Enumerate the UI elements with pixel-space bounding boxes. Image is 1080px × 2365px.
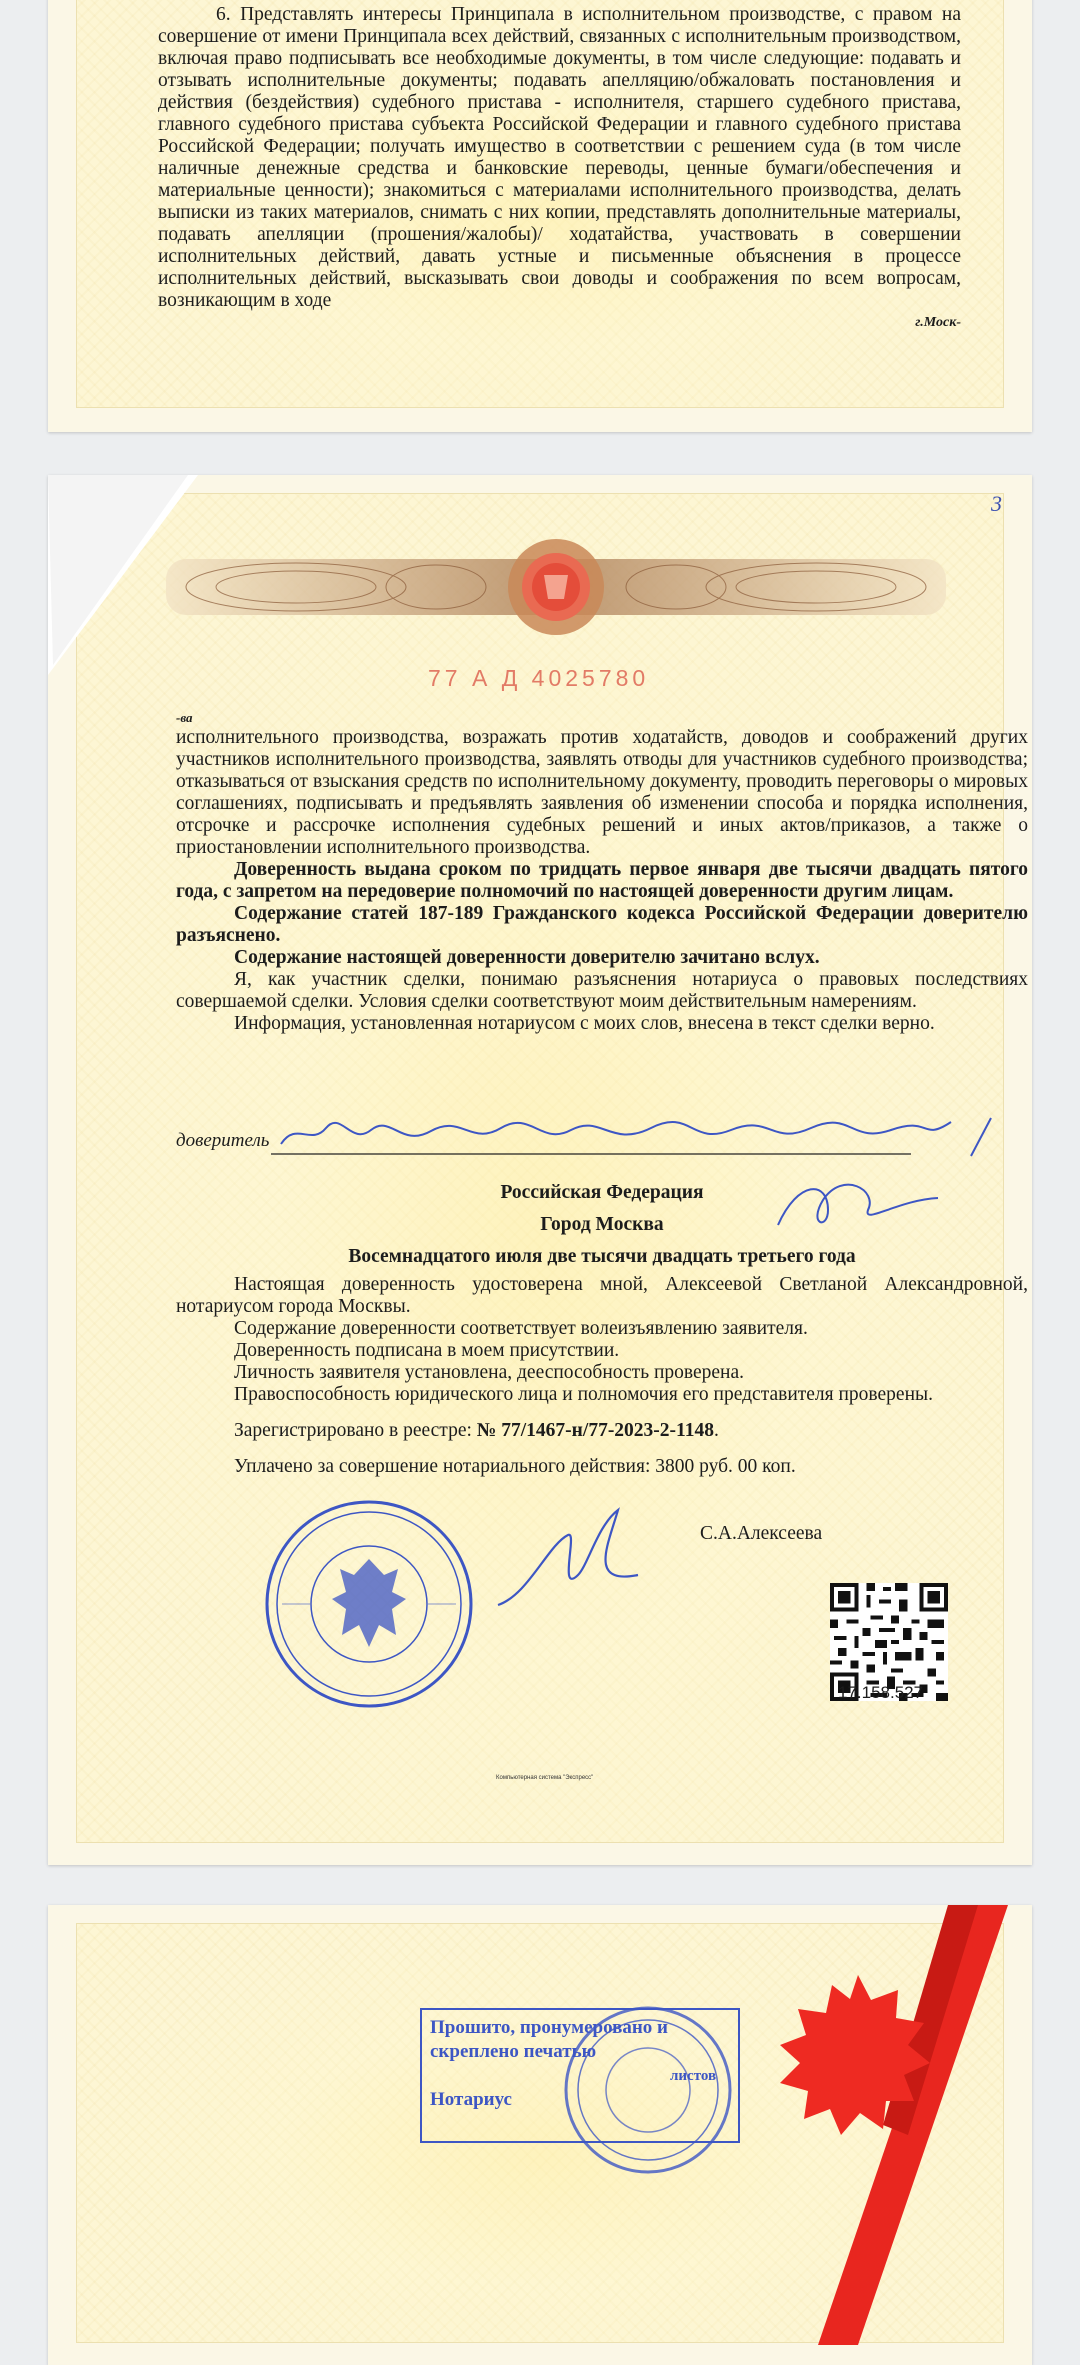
check-line-4: Правоспособность юридического лица и полномочия его представителя проверены. <box>234 1384 934 1405</box>
paragraph-term: Доверенность выдана сроком по тридцать первое января две тысячи двадцать пятого года, с запретом на передоверие полномочий по настоящей доверенности другим лицам. <box>176 859 1028 902</box>
page-number: 3 <box>991 491 1002 516</box>
document-page-1 <box>48 0 1032 432</box>
binding-stamp-line-3: листов <box>670 2068 717 2084</box>
handwritten-signature <box>271 1116 1032 1164</box>
notary-section <box>176 1180 1028 1478</box>
notary-name: С.А.Алексеева <box>700 1523 823 1544</box>
paragraph-info: Информация, установленная нотариусом с моих слов, внесена в текст сделки верно. <box>234 1013 935 1034</box>
paragraph-read-aloud: Содержание настоящей доверенности доверителю зачитано вслух. <box>234 947 820 968</box>
paragraph-understand: Я, как участник сделки, понимаю разъяснения нотариуса о правовых последствиях совершаемой сделки. Условия сделки соответствуют моим действительным намерениям. <box>176 969 1028 1012</box>
continuation-note: г.Моск- <box>915 315 961 330</box>
check-line-3: Личность заявителя установлена, дееспособность проверена. <box>234 1362 745 1383</box>
registry-line <box>176 1420 1028 1442</box>
check-line-1: Содержание доверенности соответствует волеизъявлению заявителя. <box>234 1318 808 1339</box>
paid-line: Уплачено за совершение нотариального действия: 3800 руб. 00 коп. <box>234 1456 796 1477</box>
document-page-2 <box>48 475 1032 1865</box>
notary-seal <box>262 1497 477 1712</box>
binding-stamp-line-1: Прошито, пронумеровано и <box>430 2017 669 2038</box>
document-page-3 <box>48 1905 1032 2365</box>
certified-text: Настоящая доверенность удостоверена мной, Алексеевой Светланой Александровной, нотариусом города Москвы. <box>176 1274 1028 1317</box>
qr-number: 17.158.527 <box>838 1683 924 1702</box>
paragraph-articles: Содержание статей 187-189 Гражданского кодекса Российской Федерации доверителю разъяснено. <box>176 903 1028 946</box>
city-heading: Город Москва <box>540 1214 664 1235</box>
donor-label: доверитель <box>176 1130 270 1151</box>
date-heading: Восемнадцатого июля две тысячи двадцать третьего года <box>348 1246 856 1267</box>
paragraph-text: 6. Представлять интересы Принципала в исполнительном производстве, с правом на совершение от имени Принципала всех действий, связанных с исполнительным производством, включая право подписывать все необходимые документы, в том числе следующие: подавать и отзывать исполнительные документы; подавать апелляцию/обжаловать постановления и действия (бездействия) судебного пристава - исполнителя, старшего судебного пристава, главного судебного пристава субъекта Российской Федерации и главного судебного пристава Российской Федерации; получать имущество в соответствии с решением суда (в том числе наличные денежные средства и банковские переводы, ценные бумаги/обеспечения и материальные ценности); знакомиться с материалами исполнительного производства, делать выписки из таких материалов, снимать с них копии, представлять дополнительные материалы, подавать апелляции (прошения/жалобы)/ ходатайства, участвовать в совершении исполнительных действий, давать устные и письменные объяснения в процессе исполнительных действий, высказывать свои доводы и соображения по всем вопросам, возникающим в ходе <box>158 4 961 311</box>
system-footnote: Компьютерная система "Экспресс" <box>496 1775 594 1781</box>
paragraph-6 <box>158 4 961 334</box>
donor-signature-line <box>176 1120 1032 1160</box>
registry-dot: . <box>713 1420 719 1441</box>
continuation-prefix: -ва <box>176 710 193 725</box>
check-line-2: Доверенность подписана в моем присутствии. <box>234 1340 620 1361</box>
registry-number: № 77/1467-н/77-2023-2-1148 <box>476 1420 714 1441</box>
country-heading: Российская Федерация <box>500 1182 704 1203</box>
notary-signature <box>488 1505 648 1615</box>
paragraph-continuation: исполнительного производства, возражать против ходатайств, доводов и соображений других участников исполнительного производства, заявлять отводы для участников судебного производства; отказываться от взыскания средств по исполнительному документу, проводить переговоры о мировых соглашениях, подписывать и предъявлять заявления об изменении способа и порядка исполнения, отсрочке и рассрочке исполнения судебных решений и иных актов/приказов, а также о приостановлении исполнительного производства. <box>176 727 1028 858</box>
binding-stamp-line-2: скреплено печатью <box>430 2041 597 2062</box>
binding-stamp-line-4: Нотариус <box>430 2089 512 2110</box>
red-ribbon-seal <box>708 1905 1032 2345</box>
main-text <box>176 727 1028 1035</box>
guilloche-ornament <box>166 527 946 647</box>
form-serial-number: 77 А Д 4025780 <box>428 665 650 691</box>
registry-label: Зарегистрировано в реестре: <box>234 1420 477 1441</box>
